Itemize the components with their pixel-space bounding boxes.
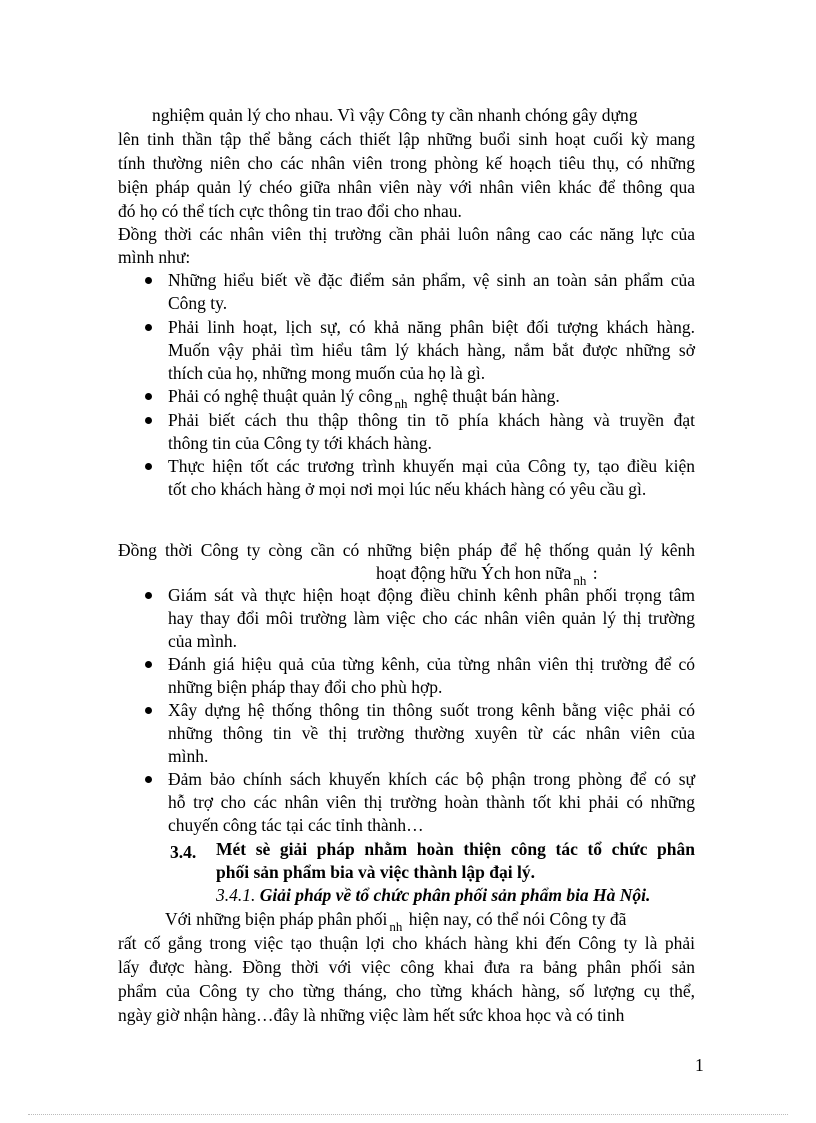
text-line: lên tinh thần tập thể bằng cách thiết lập những buổi sinh hoạt cuối kỳ mang <box>118 129 695 149</box>
list-item-line: Đánh giá hiệu quả của từng kênh, của từng nhân viên thị trường để có <box>168 654 695 674</box>
bullet-icon <box>145 393 152 400</box>
text-line: phẩm của Công ty cho từng tháng, cho từng khách hàng, số lượng cụ thể, <box>118 981 695 1001</box>
list-item-line: Phải biết cách thu thập thông tin tõ phía khách hàng và truyền đạt <box>168 410 695 430</box>
footer-divider <box>28 1114 788 1115</box>
list-item-line: hỗ trợ cho các nhân viên thị trường hoàn thành tốt khi phải có những <box>168 792 695 812</box>
list-item-line: Thực hiện tốt các trương trình khuyến mại của Công ty, tạo điều kiện <box>168 456 695 476</box>
list-item-line: Muốn vậy phải tìm hiểu tâm lý khách hàng, nắm bắt được những sở <box>168 340 695 360</box>
list-item-text: nghệ thuật bán hàng. <box>413 386 560 406</box>
bullet-icon <box>145 277 152 284</box>
text-line: tính thường niên cho các nhân viên trong phòng kế hoạch tiêu thụ, có những <box>118 153 695 173</box>
text-line: mình như: <box>118 247 191 267</box>
bullet-icon <box>145 776 152 783</box>
text-line: lấy được hàng. Đồng thời với việc công khai đưa ra bảng phân phối sản <box>118 957 695 977</box>
subsection-number: 3.4.1. <box>216 885 256 905</box>
list-item-line: chuyến công tác tại các tỉnh thành… <box>168 815 424 835</box>
text-fragment: hoạt động hữu Ých hon nữa <box>376 563 572 583</box>
bullet-icon <box>145 417 152 424</box>
list-item-line: tốt cho khách hàng ở mọi nơi mọi lúc nếu khách hàng có yêu cầu gì. <box>168 479 647 499</box>
subscript-mark: nh <box>394 396 408 411</box>
subscript-mark: nh <box>389 919 403 934</box>
text-line <box>376 562 598 586</box>
list-item-line: thích của họ, những mong muốn của họ là gì. <box>168 363 486 383</box>
text-line: Đồng thời các nhân viên thị trường cần phải luôn nâng cao các năng lực của <box>118 224 695 244</box>
text-line: đó họ có thể tích cực thông tin trao đổi cho nhau. <box>118 201 462 221</box>
text-line: ngày giờ nhận hàng…đây là những việc làm hết sức khoa học và có tinh <box>118 1005 625 1025</box>
bullet-icon <box>145 707 152 714</box>
list-item-line: những biện pháp thay đổi cho phù hợp. <box>168 677 443 697</box>
subsection-heading <box>216 884 650 906</box>
list-item-line <box>168 385 560 409</box>
list-item-line: của mình. <box>168 631 238 651</box>
section-title: Mét sè giải pháp nhằm hoàn thiện công tác tổ chức phân <box>216 839 695 859</box>
text-fragment: hiện nay, có thể nói Công ty đã <box>408 909 627 929</box>
list-item-line: mình. <box>168 746 209 766</box>
subsection-title: Giải pháp về tổ chức phân phối sản phẩm bia Hà Nội. <box>259 885 651 905</box>
list-item-line: Xây dựng hệ thống thông tin thông suốt trong kênh bằng việc phải có <box>168 700 695 720</box>
list-item-line: Đảm bảo chính sách khuyến khích các bộ phận trong phòng để có sự <box>168 769 695 789</box>
subscript-mark: nh <box>573 573 587 588</box>
text-line: rất cố gắng trong việc tạo thuận lợi cho khách hàng khi đến Công ty là phải <box>118 933 695 953</box>
bullet-icon <box>145 324 152 331</box>
page-number: 1 <box>695 1055 704 1075</box>
list-item-line: Phải linh hoạt, lịch sự, có khả năng phân biệt đối tượng khách hàng. <box>168 317 695 337</box>
list-item-line: những thông tin về thị trường thường xuyên từ các nhân viên của <box>168 723 695 743</box>
list-item-line: Giám sát và thực hiện hoạt động điều chỉnh kênh phân phối trọng tâm <box>168 585 695 605</box>
bullet-icon <box>145 463 152 470</box>
list-item-line: hay thay đổi môi trường làm việc cho các nhân viên quản lý thị trường <box>168 608 695 628</box>
text-line: Đồng thời Công ty còng cần có những biện pháp để hệ thống quản lý kênh <box>118 540 695 560</box>
list-item-text: Phải có nghệ thuật quản lý công <box>168 386 393 406</box>
bullet-icon <box>145 661 152 668</box>
bullet-icon <box>145 592 152 599</box>
list-item-line: thông tin của Công ty tới khách hàng. <box>168 433 432 453</box>
text-fragment: Với những biện pháp phân phối <box>165 909 388 929</box>
list-item-line: Những hiểu biết về đặc điểm sản phẩm, vệ sinh an toàn sản phẩm của <box>168 270 695 290</box>
section-number: 3.4. <box>170 842 197 862</box>
section-title: phối sản phẩm bia và việc thành lập đại lý. <box>216 862 535 882</box>
text-line <box>165 908 626 932</box>
text-fragment: : <box>592 563 598 583</box>
text-line: biện pháp quản lý chéo giữa nhân viên này với nhân viên khác để thông qua <box>118 177 695 197</box>
text-line: nghiệm quản lý cho nhau. Vì vậy Công ty cần nhanh chóng gây dựng <box>152 105 638 125</box>
list-item-line: Công ty. <box>168 293 228 313</box>
